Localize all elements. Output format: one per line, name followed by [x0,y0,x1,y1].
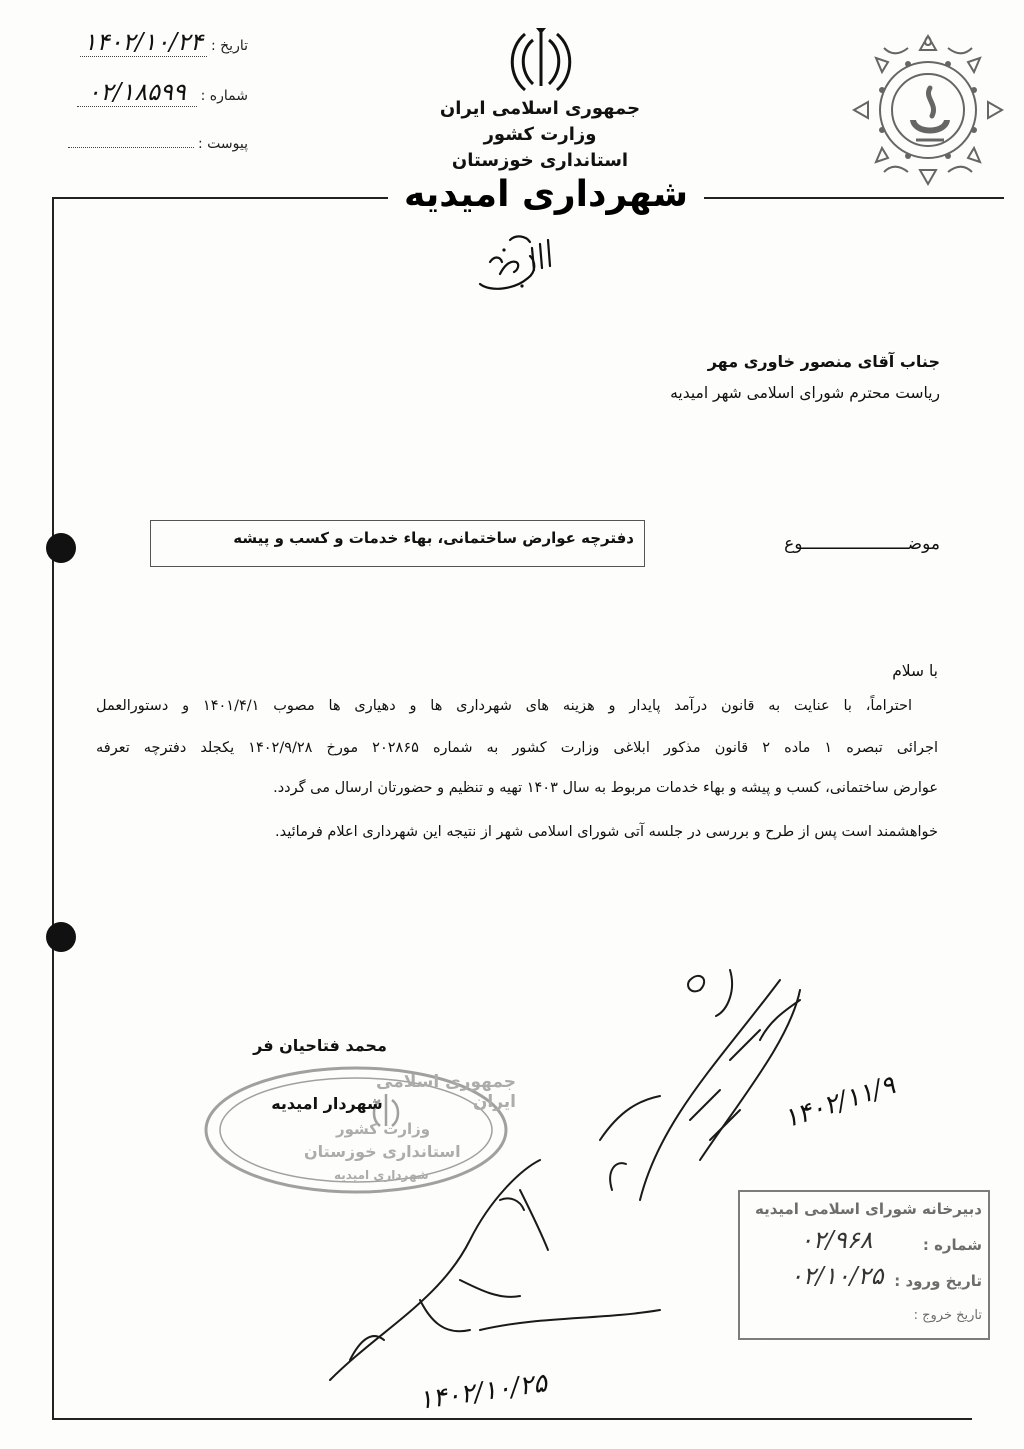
handwritten-date: ۱۴۰۲/۱۰/۲۵ [416,1368,549,1416]
handwritten-date: ۱۴۰۲/۱۱/۹ [780,1070,899,1135]
seal-line: جمهوری اسلامی ایران [376,1072,516,1112]
municipality-logo-icon [848,28,1008,193]
addressee-name: جناب آقای منصور خاوری مهر [707,352,940,371]
bismillah-calligraphy [470,226,560,296]
org-title: شهرداری امیدیه [403,174,689,215]
attachment-blank [68,134,194,148]
body-line: خواهشمند است پس از طرح و بررسی در جلسه آتی شورای اسلامی شهر از نتیجه این شهرداری اعلام فرمائید. [275,824,938,840]
seal-line: شهرداری امیدیه [334,1168,429,1182]
signatory-title: شهردار امیدیه [271,1094,383,1113]
iran-emblem-icon [506,26,576,96]
frame-left-line [52,197,54,1419]
date-field [58,28,248,57]
header-province: استانداری خوزستان [451,150,629,171]
date-value: ۱۴۰۲/۱۰/۲۴ [80,28,207,57]
number-field [58,78,248,107]
stamp-title: دبیرخانه شورای اسلامی امیدیه [755,1200,982,1218]
attachment-label: پیوست : [198,136,248,152]
stamp-date-label: تاریخ ورود : [894,1272,982,1290]
header-country: جمهوری اسلامی ایران [439,98,641,119]
greeting: با سلام [892,662,938,680]
stamp-date-value: ۰۲/۱۰/۲۵ [790,1262,884,1290]
punch-hole [46,533,76,563]
addressee-position: ریاست محترم شورای اسلامی شهر امیدیه [670,384,940,402]
date-label: تاریخ : [210,38,248,54]
subject-box: دفترچه عوارض ساختمانی، بهاء خدمات و کسب و پیشه [150,520,645,567]
frame-top-right-line [704,197,1004,199]
stamp-number-value: ۰۲/۹۶۸ [800,1226,873,1254]
stamp-number-label: شماره : [922,1236,982,1254]
body-line: عوارض ساختمانی، کسب و پیشه و بهاء خدمات مربوط به سال ۱۴۰۳ تهیه و تنظیم و حضورتان ارسال می گردد. [273,780,938,796]
signatory-name: محمد فتاحیان فر [253,1036,387,1055]
number-label: شماره : [200,88,248,104]
subject-label: موضـــــــــــــــــــــوع [784,534,940,554]
body-line: احتراماً، با عنایت به قانون درآمد پایدار و هزینه های شهرداری ها و دهیاری ها مصوب ۱۴۰۱/۴/۱ و دستورالعمل [96,698,912,714]
official-seal [186,1050,516,1200]
seal-line: استانداری خوزستان [304,1142,461,1161]
attachment-field [58,134,248,152]
frame-top-left-line [52,197,388,199]
stamp-exit-label: تاریخ خروج : [913,1308,982,1323]
number-value: ۰۲/۱۸۵۹۹ [77,78,197,107]
header-ministry: وزارت کشور [483,124,597,145]
frame-bottom-line [52,1418,972,1420]
seal-line: وزارت کشور [336,1120,431,1138]
body-line: اجرائی تبصره ۱ ماده ۲ قانون مذکور ابلاغی وزارت کشور به شماره ۲۰۲۸۶۵ مورخ ۱۴۰۲/۹/۲۸ یکجلد دفترچه تعرفه [96,740,938,756]
receipt-stamp [738,1190,990,1340]
punch-hole [46,922,76,952]
